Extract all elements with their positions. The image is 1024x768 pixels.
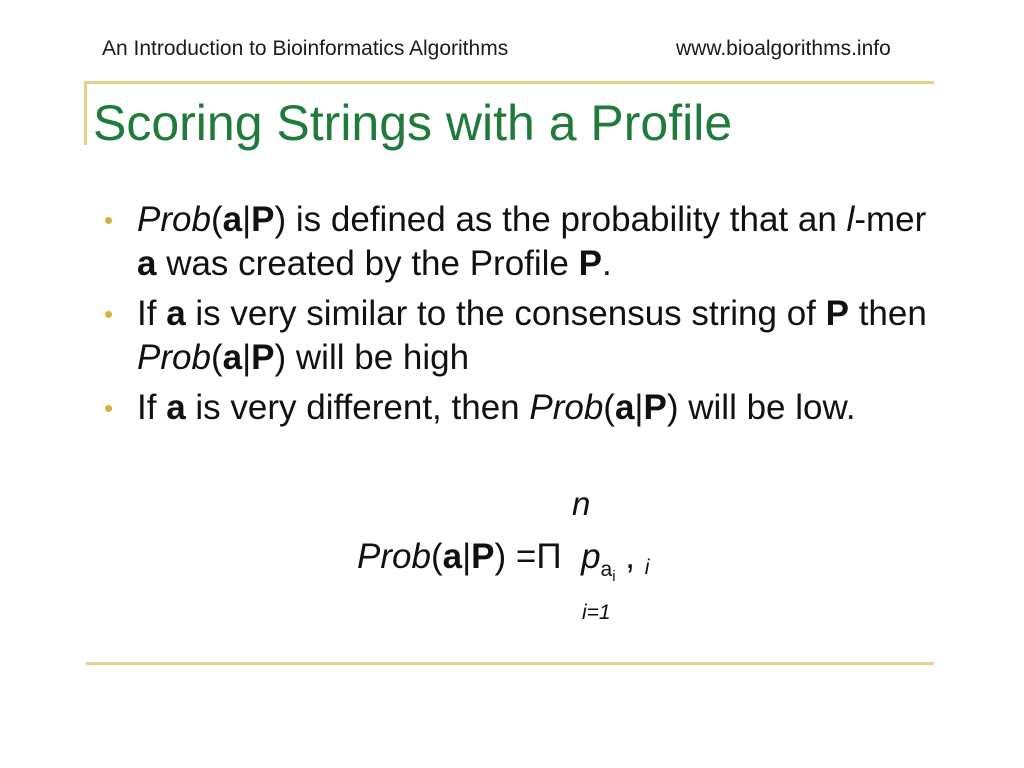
probability-formula	[0, 480, 1024, 640]
formula-a: a	[442, 537, 463, 576]
bullet-list	[100, 198, 940, 436]
text-run: |	[242, 200, 252, 239]
text-run: |	[242, 338, 252, 377]
text-run: ) will be high	[274, 338, 470, 377]
text-run: Prob	[137, 338, 211, 377]
formula-sub-i: i	[612, 568, 616, 585]
formula-subscript	[600, 558, 616, 585]
formula-p: p	[581, 537, 601, 576]
formula-prob: Prob	[357, 537, 431, 576]
text-run: P	[251, 200, 275, 239]
product-symbol: Π	[536, 537, 562, 576]
top-divider	[86, 81, 934, 84]
text-run: was created by the Profile	[156, 244, 579, 283]
text-run: ) will be low.	[666, 388, 856, 427]
header-course-title: An Introduction to Bioinformatics Algorithms	[102, 37, 509, 60]
header-website: www.bioalgorithms.info	[676, 37, 891, 60]
text-run: P	[251, 338, 275, 377]
text-run: .	[601, 244, 612, 283]
text-run: P	[578, 244, 602, 283]
text-run: Prob	[529, 388, 604, 427]
text-run: (	[210, 200, 223, 239]
bottom-divider	[86, 662, 934, 665]
text-run: (	[210, 338, 223, 377]
text-run: -mer	[854, 200, 927, 239]
product-lower-limit: i=1	[582, 601, 611, 624]
formula-sub-a: a	[600, 558, 613, 581]
text-run: then	[848, 294, 927, 333]
text-run: P	[825, 294, 849, 333]
text-run: l	[846, 200, 855, 239]
text-run: a	[137, 244, 157, 283]
text-run: a	[614, 388, 635, 427]
text-run: Prob	[137, 200, 211, 239]
formula-bar: |	[462, 537, 472, 576]
product-upper-limit: n	[572, 485, 591, 522]
text-run: a	[222, 338, 243, 377]
text-run: If	[137, 388, 167, 427]
text-run: a	[222, 200, 243, 239]
formula-P: P	[471, 537, 495, 576]
formula-comma: ,	[615, 537, 645, 576]
left-accent-bar	[84, 81, 87, 145]
text-run: a	[166, 294, 186, 333]
text-run: is very different, then	[185, 388, 530, 427]
bullet-dot-icon: •	[104, 393, 114, 423]
bullet-dot-icon: •	[104, 205, 114, 235]
formula-expression	[357, 537, 649, 585]
bullet-dot-icon: •	[104, 299, 114, 329]
formula-open-paren: (	[430, 537, 443, 576]
bullet-item-2	[100, 292, 940, 380]
bullet-item-1	[100, 198, 940, 286]
text-run: |	[634, 388, 644, 427]
text-run: (	[603, 388, 615, 427]
slide-title: Scoring Strings with a Profile	[93, 95, 733, 151]
text-run: P	[643, 388, 667, 427]
text-run: is very similar to the consensus string of	[185, 294, 826, 333]
text-run: ) is defined as the probability that an	[274, 200, 847, 239]
bullet-item-3	[100, 386, 940, 430]
formula-close-equals: ) =	[494, 537, 537, 576]
text-run: If	[137, 294, 167, 333]
text-run: a	[166, 388, 186, 427]
formula-index-i: i	[644, 556, 650, 579]
